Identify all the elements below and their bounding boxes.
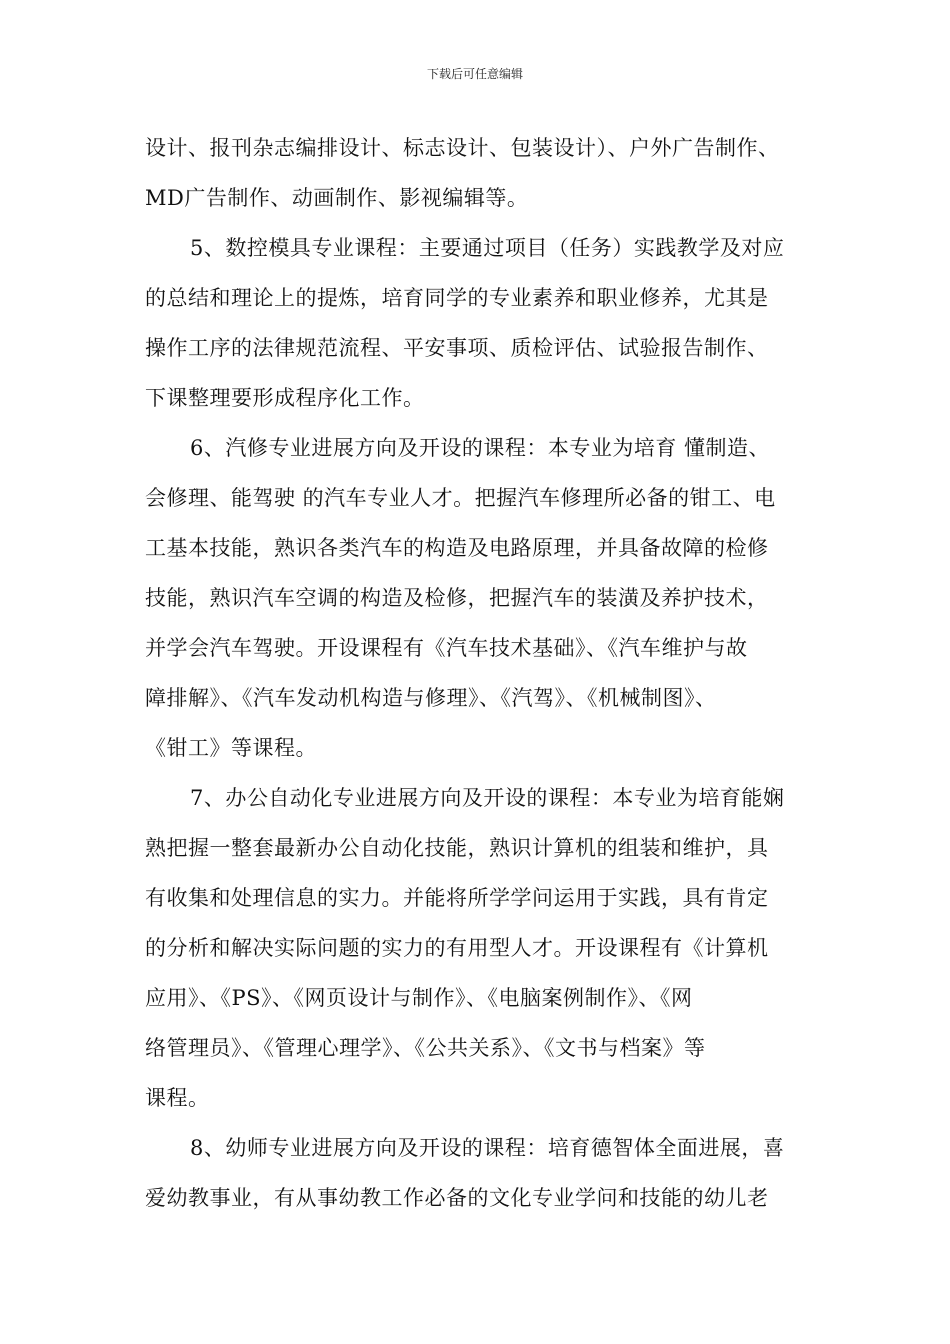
text-line: 的分析和解决实际问题的实力的有用型人才。开设课程有《计算机 (145, 936, 769, 960)
text-line: 应用》、《PS》、《网页设计与制作》、《电脑案例制作》、《网 (145, 986, 693, 1010)
text-line: MD广告制作、动画制作、影视编辑等。 (145, 186, 529, 210)
text-line: 下课整理要形成程序化工作。 (145, 386, 425, 410)
paragraph-start-line: 5、数控模具专业课程：主要通过项目（任务）实践教学及对应 (190, 236, 785, 260)
text-line: 熟把握一整套最新办公自动化技能，熟识计算机的组装和维护，具 (145, 836, 769, 860)
paragraph-start-line: 7、办公自动化专业进展方向及开设的课程：本专业为培育能娴 (190, 786, 785, 810)
text-line: 技能，熟识汽车空调的构造及检修，把握汽车的装潢及养护技术， (145, 586, 769, 610)
text-line: 络管理员》、《管理心理学》、《公共关系》、《文书与档案》等 (145, 1036, 706, 1060)
text-line: 有收集和处理信息的实力。并能将所学学问运用于实践，具有肯定 (145, 886, 769, 910)
text-line: 操作工序的法律规范流程、平安事项、质检评估、试验报告制作、 (145, 336, 769, 360)
text-line: 障排解》、《汽车发动机构造与修理》、《汽驾》、《机械制图》、 (145, 686, 717, 710)
text-line: 并学会汽车驾驶。开设课程有《汽车技术基础》、《汽车维护与故 (145, 636, 748, 660)
text-line: 设计、报刊杂志编排设计、标志设计、包装设计）、户外广告制作、 (145, 136, 780, 160)
text-line: 《钳工》等课程。 (145, 736, 317, 760)
paragraph-start-line: 8、幼师专业进展方向及开设的课程：培育德智体全面进展，喜 (190, 1136, 785, 1160)
text-line: 的总结和理论上的提炼，培育同学的专业素养和职业修养，尤其是 (145, 286, 769, 310)
text-line: 爱幼教事业，有从事幼教工作必备的文化专业学问和技能的幼儿老 (145, 1186, 769, 1210)
text-line: 会修理、能驾驶 的汽车专业人才。把握汽车修理所必备的钳工、电 (145, 486, 776, 510)
paragraph-start-line: 6、汽修专业进展方向及开设的课程：本专业为培育 懂制造、 (190, 436, 771, 460)
page-header: 下载后可任意编辑 (426, 67, 523, 81)
text-line: 工基本技能，熟识各类汽车的构造及电路原理，并具备故障的检修 (145, 536, 769, 560)
text-line: 课程。 (145, 1086, 210, 1110)
